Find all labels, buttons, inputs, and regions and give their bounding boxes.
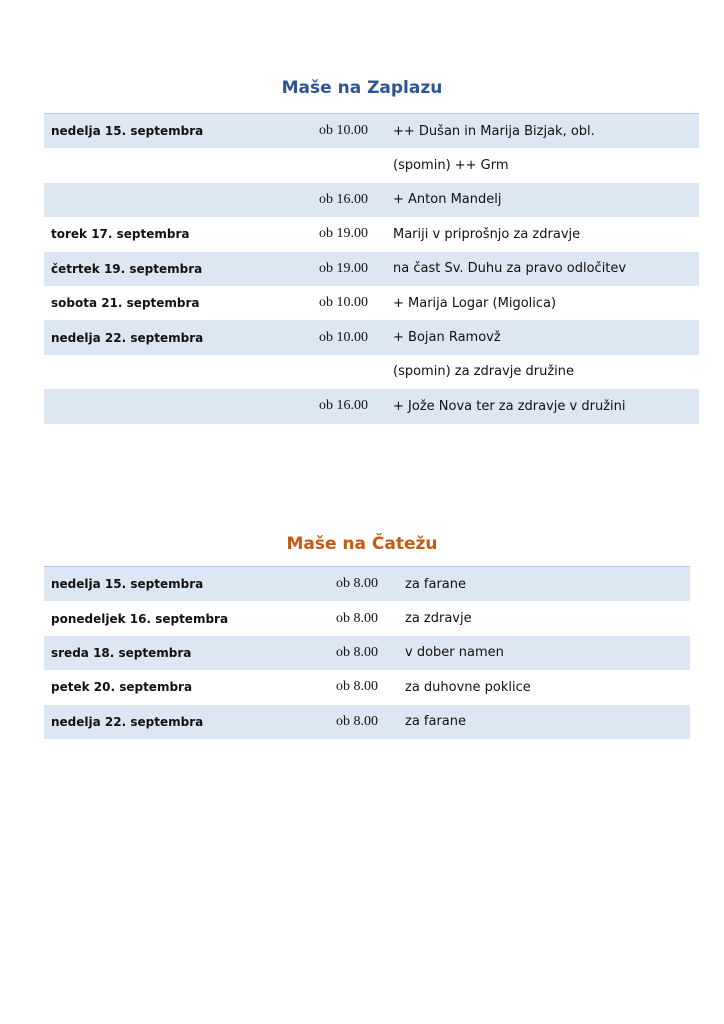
schedule-row	[44, 286, 699, 320]
schedule-row	[44, 601, 690, 635]
time-cell: ob 10.00	[306, 114, 368, 149]
schedule-row	[44, 670, 690, 704]
day-cell: nedelja 22. septembra	[44, 320, 306, 354]
intent-cell: v dober namen	[378, 636, 690, 670]
intent-cell: + Jože Nova ter za zdravje v družini	[368, 389, 699, 423]
time-cell: ob 8.00	[312, 705, 378, 739]
day-cell: ponedeljek 16. septembra	[51, 611, 229, 626]
time-cell	[306, 148, 368, 182]
time-cell: ob 8.00	[312, 567, 378, 602]
zaplaz-schedule-table	[44, 113, 699, 424]
catez-title: Maše na Čatežu	[286, 534, 438, 554]
schedule-row	[44, 389, 699, 423]
day-cell	[44, 183, 306, 217]
schedule-row	[44, 320, 699, 354]
schedule-row	[44, 183, 699, 217]
intent-cell: ++ Dušan in Marija Bizjak, obl.	[368, 114, 699, 149]
day-cell: torek 17. septembra	[51, 227, 190, 242]
intent-cell: + Marija Logar (Migolica)	[393, 295, 557, 311]
intent-cell: + Anton Mandelj	[368, 183, 699, 217]
zaplaz-title: Maše na Zaplazu	[281, 78, 443, 98]
intent-cell: (spomin) ++ Grm	[393, 158, 509, 174]
day-cell: sobota 21. septembra	[51, 296, 200, 311]
day-cell: nedelja 22. septembra	[44, 705, 312, 739]
day-cell: nedelja 15. septembra	[44, 114, 306, 149]
day-cell	[44, 148, 306, 182]
intent-cell: (spomin) za zdravje družine	[393, 364, 575, 380]
time-cell: ob 16.00	[306, 183, 368, 217]
intent-cell: za farane	[378, 567, 690, 602]
schedule-row	[44, 567, 690, 602]
time-cell: ob 16.00	[306, 389, 368, 423]
time-cell: ob 8.00	[312, 636, 378, 670]
schedule-row	[44, 114, 699, 149]
schedule-row	[44, 252, 699, 286]
intent-cell: + Bojan Ramovž	[368, 320, 699, 354]
schedule-row	[44, 636, 690, 670]
schedule-row	[44, 355, 699, 389]
time-cell: ob 19.00	[306, 252, 368, 286]
day-cell: nedelja 15. septembra	[44, 567, 312, 602]
time-cell: ob 8.00	[336, 610, 378, 626]
schedule-row	[44, 705, 690, 739]
time-cell	[306, 355, 368, 389]
intent-cell: na čast Sv. Duhu za pravo odločitev	[368, 252, 699, 286]
day-cell	[44, 355, 306, 389]
intent-cell: za farane	[378, 705, 690, 739]
time-cell: ob 10.00	[319, 295, 368, 311]
day-cell: četrtek 19. septembra	[44, 252, 306, 286]
day-cell	[44, 389, 306, 423]
intent-cell: za duhovne poklice	[405, 679, 531, 695]
zaplaz-section	[0, 78, 724, 414]
day-cell: petek 20. septembra	[51, 680, 193, 695]
time-cell: ob 8.00	[336, 679, 378, 695]
catez-schedule-table	[44, 566, 690, 739]
schedule-row	[44, 217, 699, 251]
time-cell: ob 10.00	[306, 320, 368, 354]
schedule-row	[44, 148, 699, 182]
catez-section	[0, 534, 724, 730]
intent-cell: za zdravje	[405, 611, 472, 627]
day-cell: sreda 18. septembra	[44, 636, 312, 670]
time-cell: ob 19.00	[319, 226, 368, 242]
intent-cell: Mariji v priprošnjo za zdravje	[393, 226, 581, 242]
